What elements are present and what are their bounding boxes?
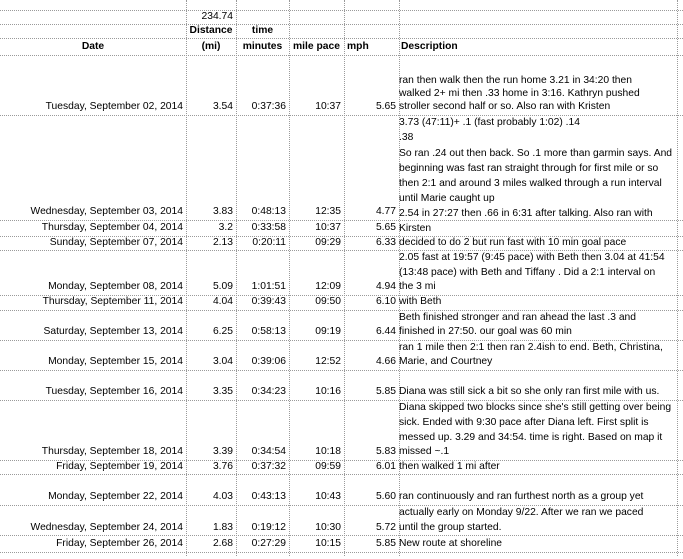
cell-description-line[interactable]: the 3 mi <box>399 281 436 292</box>
header-distance-unit[interactable]: (mi) <box>201 41 221 52</box>
cell-pace[interactable]: 09:50 <box>315 296 341 307</box>
cell-mph[interactable]: 5.83 <box>375 446 396 457</box>
cell-description-line[interactable]: then 2:1 and around 3 miles walked through a run interval <box>399 178 662 189</box>
cell-time[interactable]: 0:48:13 <box>251 206 286 217</box>
cell-distance[interactable]: 4.03 <box>212 491 233 502</box>
cell-mph[interactable]: 5.85 <box>375 538 396 549</box>
gridline-h <box>0 505 683 506</box>
header-time-unit[interactable]: minutes <box>242 41 283 52</box>
cell-time[interactable]: 0:58:13 <box>251 326 286 337</box>
cell-time[interactable]: 0:19:12 <box>251 522 286 533</box>
cell-description-line[interactable]: then walked 1 mi after <box>399 461 500 472</box>
cell-description-line[interactable]: Marie, and Courtney <box>399 356 493 367</box>
cell-description-line[interactable]: until the group started. <box>399 522 502 533</box>
cell-distance[interactable]: 6.25 <box>212 326 233 337</box>
gridline-h <box>0 340 683 341</box>
cell-mph[interactable]: 6.10 <box>375 296 396 307</box>
cell-distance[interactable]: 3.35 <box>212 386 233 397</box>
cell-mph[interactable]: 5.85 <box>375 386 396 397</box>
cell-date[interactable]: Wednesday, September 03, 2014 <box>30 206 183 217</box>
cell-mph[interactable]: 5.65 <box>375 101 396 112</box>
cell-date[interactable]: Thursday, September 04, 2014 <box>41 222 183 233</box>
header-time[interactable]: time <box>251 25 274 36</box>
header-date[interactable]: Date <box>81 41 105 52</box>
cell-distance[interactable]: 3.04 <box>212 356 233 367</box>
cell-mph[interactable]: 4.77 <box>375 206 396 217</box>
total-distance[interactable]: 234.74 <box>201 11 233 22</box>
gridline-h <box>0 535 683 536</box>
cell-mph[interactable]: 6.01 <box>375 461 396 472</box>
cell-description-line[interactable]: Diana was still sick a bit so she only ran first mile with us. <box>399 386 660 397</box>
cell-mph[interactable]: 5.60 <box>375 491 396 502</box>
cell-description-line[interactable]: sick. Ended with 9:30 pace after Diana left. First split is <box>399 417 649 428</box>
cell-distance[interactable]: 3.54 <box>212 101 233 112</box>
cell-date[interactable]: Friday, September 26, 2014 <box>56 538 183 549</box>
cell-pace[interactable]: 10:37 <box>315 222 341 233</box>
cell-description-line[interactable]: walked 2+ mi then .33 home in 3:16. Kathryn pushed <box>399 88 640 99</box>
cell-description-line[interactable]: So ran .24 out then back. So .1 more than garmin says. And <box>399 148 673 159</box>
header-description[interactable]: Description <box>401 41 458 52</box>
cell-description-line[interactable]: missed ~.1 <box>399 446 450 457</box>
gridline-h <box>0 115 683 116</box>
cell-pace[interactable]: 09:59 <box>315 461 341 472</box>
cell-time[interactable]: 0:39:43 <box>251 296 286 307</box>
cell-mph[interactable]: 6.33 <box>375 237 396 248</box>
cell-time[interactable]: 0:39:06 <box>251 356 286 367</box>
cell-date[interactable]: Thursday, September 11, 2014 <box>42 296 183 307</box>
gridline-v <box>677 0 678 556</box>
cell-time[interactable]: 0:37:36 <box>251 101 286 112</box>
cell-time[interactable]: 0:27:29 <box>251 538 286 549</box>
cell-mph[interactable]: 6.44 <box>375 326 396 337</box>
cell-description-line[interactable]: 2.05 fast at 19:57 (9:45 pace) with Beth then 3.04 at 41:54 <box>399 252 665 263</box>
cell-description-line[interactable]: actually early on Monday 9/22. After we ran we paced <box>399 507 644 518</box>
cell-distance[interactable]: 2.13 <box>212 237 233 248</box>
cell-pace[interactable]: 12:52 <box>315 356 341 367</box>
cell-distance[interactable]: 3.83 <box>212 206 233 217</box>
header-mph[interactable]: mph <box>347 41 369 52</box>
cell-pace[interactable]: 10:30 <box>315 522 341 533</box>
cell-pace[interactable]: 10:15 <box>315 538 341 549</box>
cell-time[interactable]: 0:34:54 <box>251 446 286 457</box>
cell-description-line[interactable]: stroller second half or so. Also ran with Kristen <box>399 101 611 112</box>
header-distance[interactable]: Distance <box>189 25 233 36</box>
gridline-h <box>0 370 683 371</box>
cell-description-line[interactable]: 3.73 (47:11)+ .1 (fast probably 1:02) .14 <box>399 117 580 128</box>
gridline-h <box>0 474 683 475</box>
cell-pace[interactable]: 09:19 <box>315 326 341 337</box>
cell-date[interactable]: Tuesday, September 16, 2014 <box>45 386 183 397</box>
gridline-h <box>0 552 683 553</box>
cell-date[interactable]: Wednesday, September 24, 2014 <box>30 522 183 533</box>
cell-time[interactable]: 1:01:51 <box>251 281 286 292</box>
cell-description-line[interactable]: New route at shoreline <box>399 538 503 549</box>
cell-description-line[interactable]: ran continuously and ran furthest north as a group yet <box>399 491 644 502</box>
cell-mph[interactable]: 4.66 <box>375 356 396 367</box>
cell-distance[interactable]: 4.04 <box>212 296 233 307</box>
cell-description-line[interactable]: .38 <box>399 132 414 143</box>
cell-time[interactable]: 0:20:11 <box>252 237 286 248</box>
cell-pace[interactable]: 10:18 <box>315 446 341 457</box>
cell-distance[interactable]: 3.76 <box>212 461 233 472</box>
header-pace[interactable]: mile pace <box>293 41 340 52</box>
cell-mph[interactable]: 4.94 <box>375 281 396 292</box>
cell-description-line[interactable]: Kirsten <box>399 223 432 234</box>
cell-date[interactable]: Thursday, September 18, 2014 <box>41 446 183 457</box>
cell-pace[interactable]: 12:35 <box>315 206 341 217</box>
cell-date[interactable]: Tuesday, September 02, 2014 <box>45 101 183 112</box>
cell-time[interactable]: 0:43:13 <box>251 491 286 502</box>
cell-description-line[interactable]: decided to do 2 but run fast with 10 min goal pace <box>399 237 627 248</box>
cell-date[interactable]: Sunday, September 07, 2014 <box>49 237 183 248</box>
cell-distance[interactable]: 3.2 <box>218 222 233 233</box>
cell-pace[interactable]: 09:29 <box>315 237 341 248</box>
cell-description-line[interactable]: ran 1 mile then 2:1 then ran 2.4ish to end. Beth, Christina, <box>399 342 663 353</box>
cell-description-line[interactable]: finished in 27:50. our goal was 60 min <box>399 326 572 337</box>
cell-time[interactable]: 0:34:23 <box>251 386 286 397</box>
cell-date[interactable]: Friday, September 19, 2014 <box>56 461 183 472</box>
gridline-h <box>0 24 683 25</box>
cell-description-line[interactable]: Diana skipped two blocks since she's still getting over being <box>399 402 672 413</box>
cell-description-line[interactable]: with Beth <box>399 296 442 307</box>
cell-date[interactable]: Monday, September 15, 2014 <box>48 356 183 367</box>
cell-date[interactable]: Monday, September 22, 2014 <box>48 491 183 502</box>
cell-mph[interactable]: 5.72 <box>375 522 396 533</box>
gridline-h <box>0 55 683 56</box>
cell-distance[interactable]: 3.39 <box>212 446 233 457</box>
gridline-h <box>0 10 683 11</box>
gridline-h <box>0 38 683 39</box>
gridline-h <box>0 250 683 251</box>
cell-description-line[interactable]: messed up. 3.29 and 34:54. time is right. Based on map it <box>399 432 663 443</box>
cell-pace[interactable]: 10:43 <box>315 491 341 502</box>
cell-pace[interactable]: 10:37 <box>315 101 341 112</box>
gridline-h <box>0 400 683 401</box>
cell-distance[interactable]: 5.09 <box>212 281 233 292</box>
cell-time[interactable]: 0:33:58 <box>251 222 286 233</box>
cell-pace[interactable]: 10:16 <box>315 386 341 397</box>
cell-date[interactable]: Saturday, September 13, 2014 <box>43 326 183 337</box>
cell-date[interactable]: Monday, September 08, 2014 <box>48 281 183 292</box>
cell-description-line[interactable]: 2.54 in 27:27 then .66 in 6:31 after talking. Also ran with <box>399 208 653 219</box>
gridline-h <box>0 310 683 311</box>
cell-pace[interactable]: 12:09 <box>315 281 341 292</box>
cell-distance[interactable]: 2.68 <box>212 538 233 549</box>
cell-description-line[interactable]: beginning was fast ran straight through for first mile or so <box>399 163 659 174</box>
cell-description-line[interactable]: Beth finished stronger and ran ahead the last .3 and <box>399 312 636 323</box>
cell-time[interactable]: 0:37:32 <box>251 461 286 472</box>
cell-mph[interactable]: 5.65 <box>375 222 396 233</box>
cell-description-line[interactable]: ran then walk then the run home 3.21 in 34:20 then <box>399 75 632 86</box>
cell-description-line[interactable]: (13:48 pace) with Beth and Tiffany . Did a 2:1 interval on <box>399 267 656 278</box>
cell-description-line[interactable]: until Marie caught up <box>399 193 495 204</box>
cell-distance[interactable]: 1.83 <box>212 522 233 533</box>
